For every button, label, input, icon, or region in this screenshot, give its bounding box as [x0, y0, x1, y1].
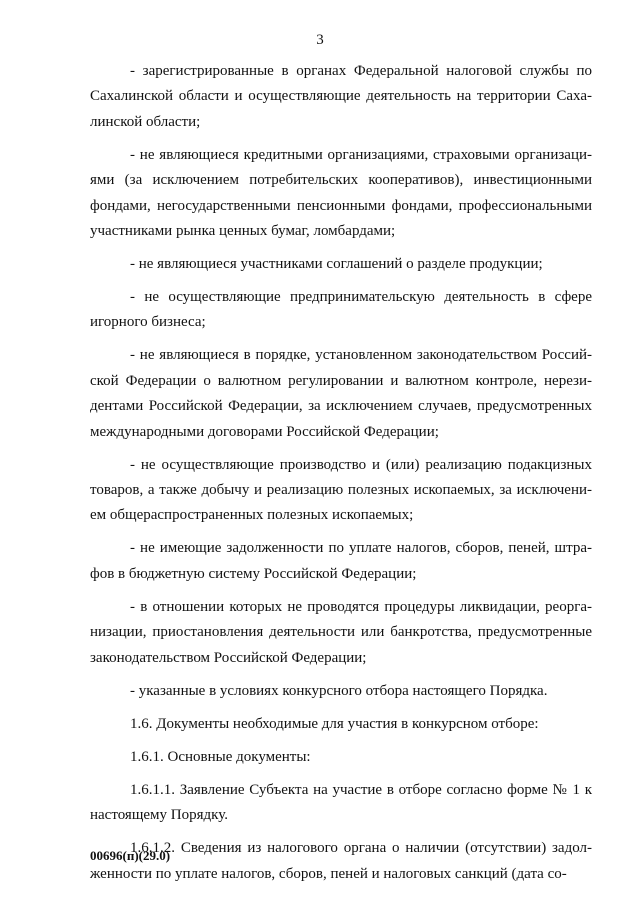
- paragraph-line: - не являющиеся участниками соглашений о разделе продукции;: [130, 256, 543, 273]
- paragraph: [90, 745, 592, 770]
- paragraph-line: 1.6. Документы необходимые для участия в конкурсном отборе:: [130, 715, 539, 732]
- paragraph: [90, 252, 592, 277]
- paragraph: [90, 343, 592, 445]
- paragraph-line: международными договорами Российской Федерации;: [90, 423, 439, 440]
- paragraph: [90, 712, 592, 737]
- paragraph-line: 1.6.1.1. Заявление Субъекта на участие в отборе согласно форме № 1 к: [130, 781, 592, 798]
- paragraph-line: законодательством Российской Федерации;: [90, 649, 367, 666]
- paragraph-line: - указанные в условиях конкурсного отбора настоящего Порядка.: [130, 682, 548, 699]
- paragraph-line: дентами Российской Федерации, за исключением случаев, предусмотренных: [90, 398, 592, 415]
- paragraph: [90, 679, 592, 704]
- paragraph-line: товаров, а также добычу и реализацию полезных ископаемых, за исключени-: [90, 482, 592, 499]
- paragraph-line: - не осуществляющие предпринимательскую деятельность в сфере: [130, 289, 592, 306]
- paragraph-line: женности по уплате налогов, сборов, пеней и налоговых санкций (дата со-: [90, 865, 567, 882]
- page-number: 3: [316, 32, 324, 48]
- paragraph: [90, 143, 592, 245]
- paragraph-line: игорного бизнеса;: [90, 314, 206, 331]
- paragraph: [90, 536, 592, 587]
- paragraph: [90, 778, 592, 829]
- paragraph-line: фов в бюджетную систему Российской Федерации;: [90, 565, 417, 582]
- paragraph-line: - не имеющие задолженности по уплате налогов, сборов, пеней, штра-: [130, 540, 592, 557]
- document-code: 00696(п)(29.0): [90, 848, 171, 863]
- paragraph-line: фондами, негосударственными пенсионными фондами, профессиональными: [90, 197, 592, 214]
- paragraph-line: - не осуществляющие производство и (или) реализацию подакцизных: [130, 456, 592, 473]
- paragraph-line: 1.6.1.2. Сведения из налогового органа о наличии (отсутствии) задол-: [130, 840, 592, 857]
- paragraph-line: - зарегистрированные в органах Федеральной налоговой службы по: [130, 63, 592, 79]
- paragraph-line: линской области;: [90, 113, 201, 130]
- document-body: [90, 59, 592, 895]
- paragraph-line: Сахалинской области и осуществляющие деятельность на территории Саха-: [90, 88, 592, 105]
- paragraph-line: - не являющиеся кредитными организациями, страховыми организаци-: [130, 146, 592, 163]
- paragraph: [90, 453, 592, 529]
- paragraph: [90, 285, 592, 336]
- paragraph-line: ями (за исключением потребительских кооперативов), инвестиционными: [90, 172, 592, 189]
- paragraph-line: настоящему Порядку.: [90, 807, 228, 824]
- paragraph-line: низации, приостановления деятельности или банкротства, предусмотренные: [90, 624, 592, 641]
- paragraph: [90, 59, 592, 135]
- paragraph-line: - в отношении которых не проводятся процедуры ликвидации, реорга-: [130, 598, 592, 615]
- paragraph-line: - не являющиеся в порядке, установленном законодательством Россий-: [130, 347, 592, 364]
- paragraph-line: ской Федерации о валютном регулировании и валютном контроле, нерези-: [90, 372, 592, 389]
- paragraph: [90, 595, 592, 671]
- paragraph-line: 1.6.1. Основные документы:: [130, 748, 311, 765]
- paragraph-line: ем общераспространенных полезных ископаемых;: [90, 507, 414, 524]
- paragraph-line: участниками рынка ценных бумаг, ломбардами;: [90, 223, 396, 240]
